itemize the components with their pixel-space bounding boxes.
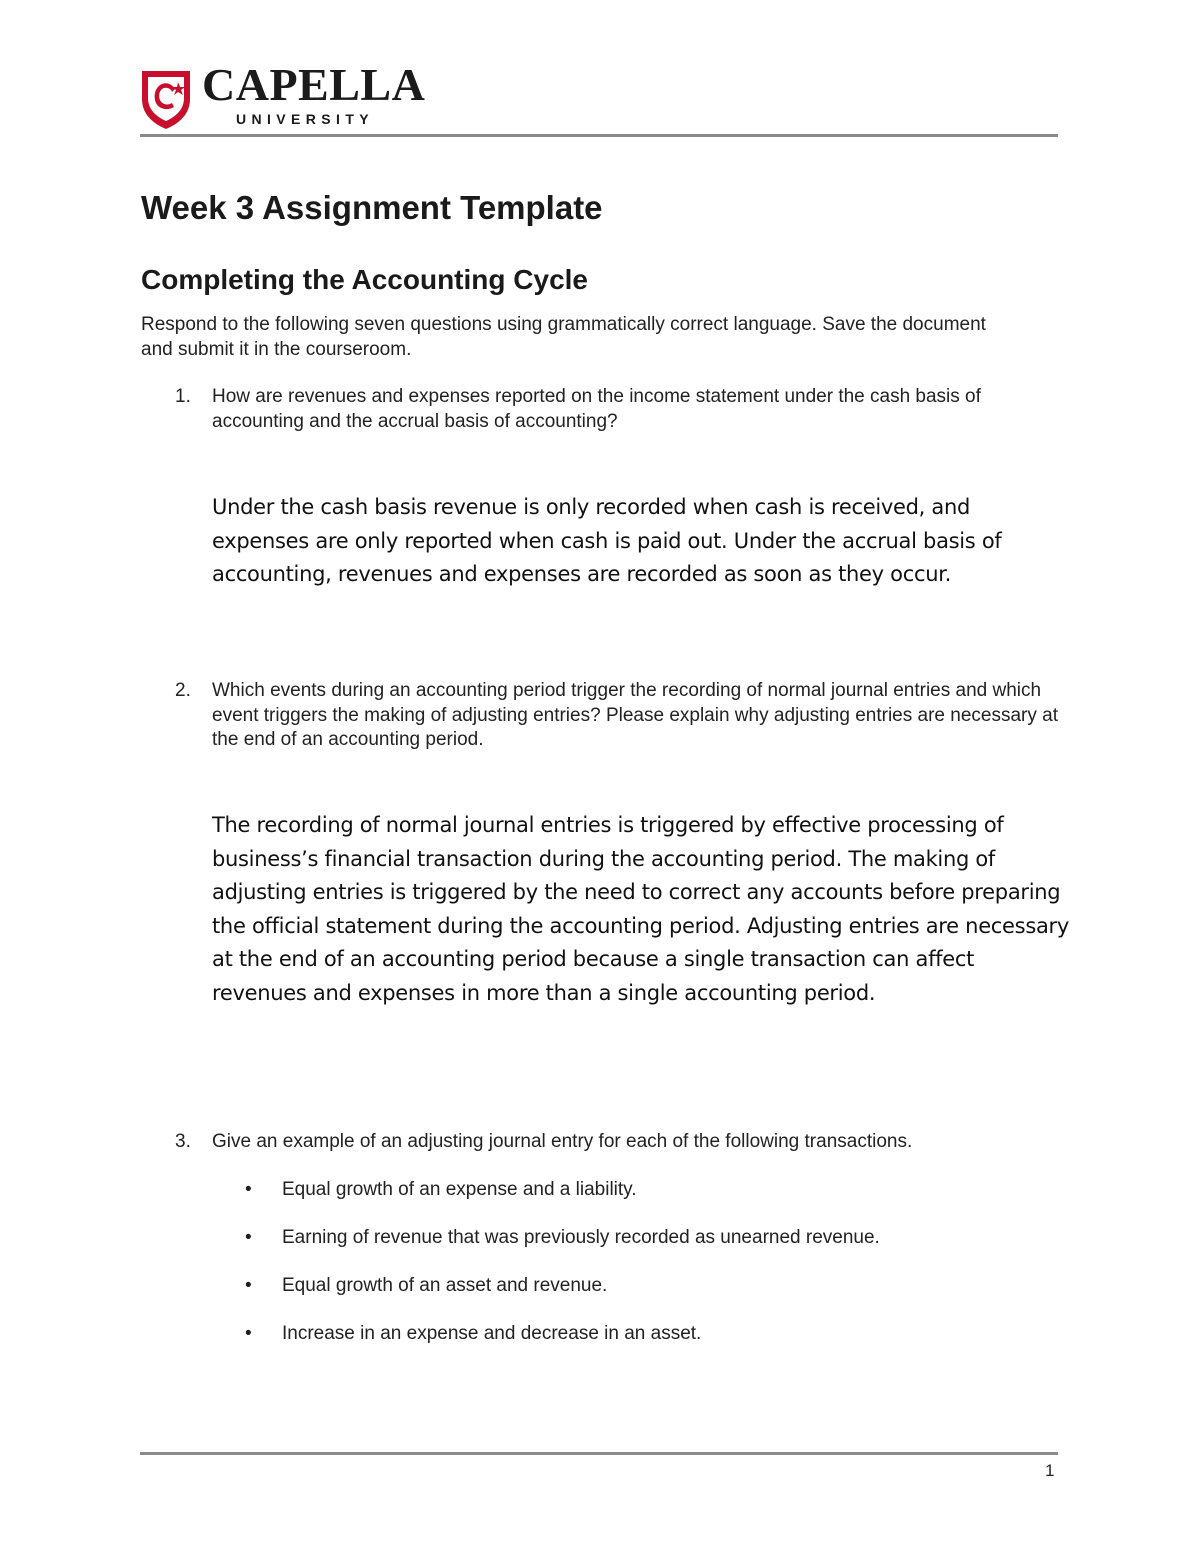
answer-1: Under the cash basis revenue is only recorded when cash is received, and expenses are only reported when cash is paid out. Under the accrual basis of accounting, revenues and expenses are recorded as soon as they occur. [212, 495, 1002, 587]
logo-wordmark: CAPELLA [202, 59, 426, 110]
answer-2: The recording of normal journal entries is triggered by effective processing of business’s financial transaction during the accounting period. The making of adjusting entries is triggered by the need to correct any accounts before preparing the official statement during the accounting period. Adjusting entries are necessary at the end of an accounting period because a single transaction can affect revenues and expenses in more than a single accounting period. [212, 813, 1069, 1005]
question-number: 1. [175, 386, 191, 407]
bullet-icon: • [245, 1275, 252, 1296]
list-item [141, 1226, 1061, 1274]
capella-logo [140, 59, 440, 132]
question-text: Give an example of an adjusting journal entry for each of the following transactions. [212, 1131, 913, 1152]
page-number: 1 [1045, 1461, 1055, 1480]
logo-subtext: UNIVERSITY [236, 111, 375, 127]
intro-paragraph: Respond to the following seven questions using grammatically correct language. Save the document and submit it in the courseroom. [141, 314, 986, 360]
list-item [141, 1274, 1061, 1322]
list-item-text: Equal growth of an expense and a liability. [282, 1179, 637, 1200]
capella-shield-icon [140, 69, 192, 131]
list-item-text: Earning of revenue that was previously recorded as unearned revenue. [282, 1227, 880, 1248]
list-item [141, 1178, 1061, 1226]
section-title: Completing the Accounting Cycle [141, 264, 588, 295]
bullet-icon: • [245, 1179, 252, 1200]
page-title: Week 3 Assignment Template [141, 189, 603, 226]
question-number: 3. [175, 1131, 191, 1152]
question-text: Which events during an accounting period trigger the recording of normal journal entries and which event triggers the making of adjusting entries? Please explain why adjusting entries are necessary at the end of an accounting period. [212, 680, 1058, 750]
transaction-list [141, 1178, 1061, 1370]
list-item-text: Increase in an expense and decrease in an asset. [282, 1323, 702, 1344]
header-divider [140, 134, 1058, 137]
bullet-icon: • [245, 1227, 252, 1248]
question-text: How are revenues and expenses reported on the income statement under the cash basis of accounting and the accrual basis of accounting? [212, 386, 981, 432]
list-item [141, 1322, 1061, 1370]
bullet-icon: • [245, 1323, 252, 1344]
list-item-text: Equal growth of an asset and revenue. [282, 1275, 608, 1296]
footer-divider [140, 1452, 1058, 1455]
question-number: 2. [175, 680, 191, 701]
